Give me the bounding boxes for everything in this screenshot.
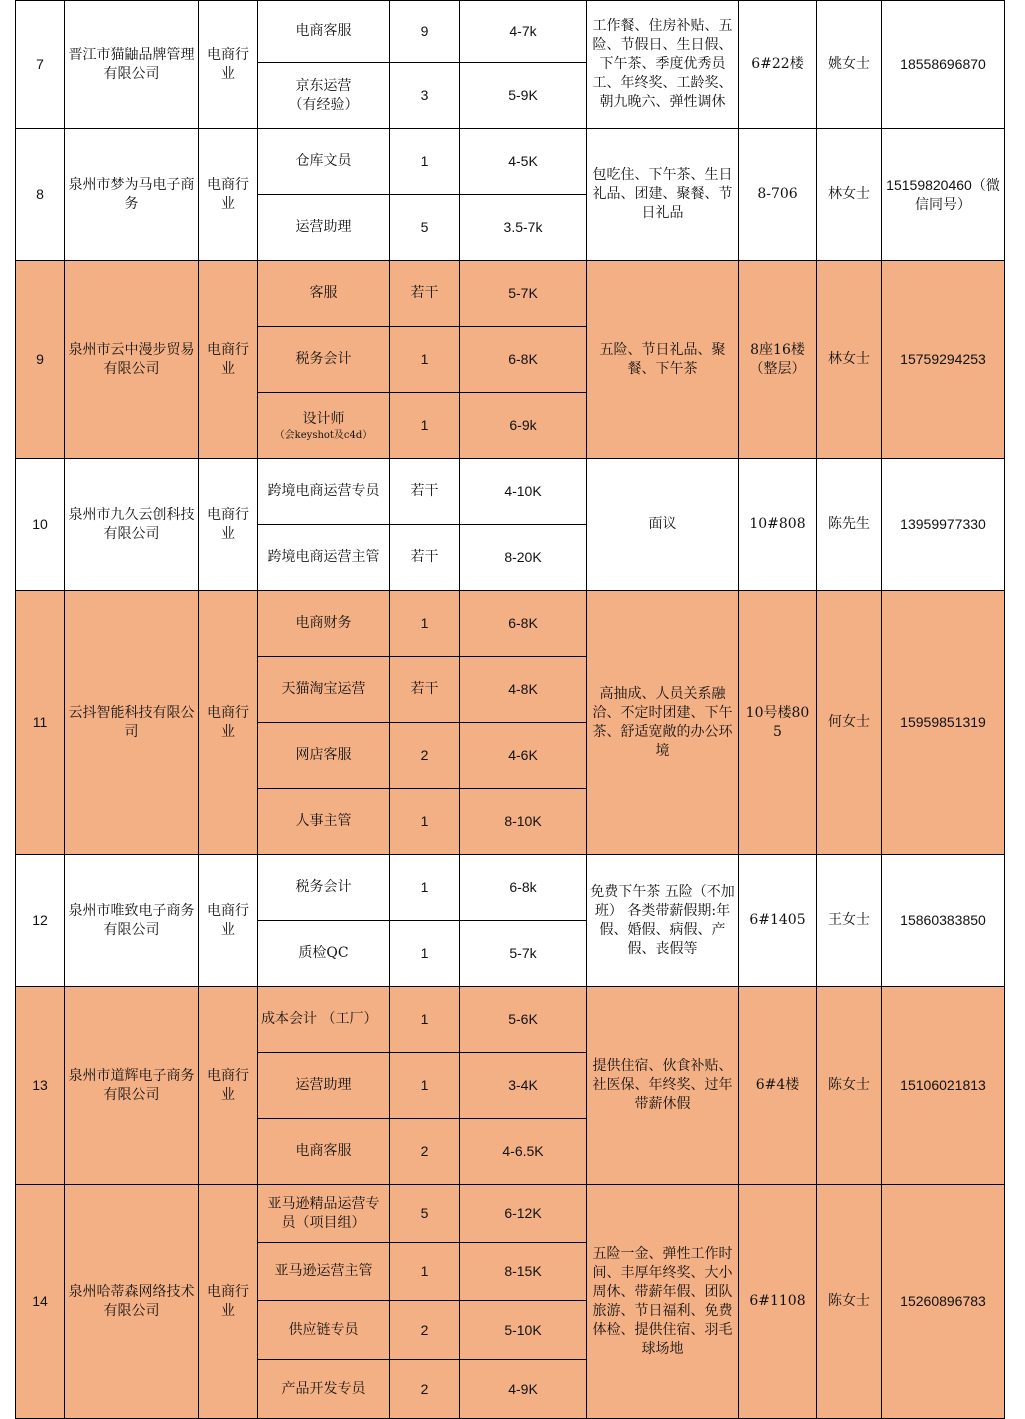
- row-number: 8: [16, 129, 65, 261]
- job-title: 网店客服: [258, 723, 390, 789]
- job-title: 天猫淘宝运营: [258, 657, 390, 723]
- job-salary: 5-7k: [460, 921, 587, 987]
- address: 6#22楼: [739, 1, 817, 129]
- job-count: 1: [390, 591, 460, 657]
- row-number: 11: [16, 591, 65, 855]
- job-salary: 3.5-7k: [460, 195, 587, 261]
- job-count: 1: [390, 855, 460, 921]
- benefits: 五险一金、弹性工作时间、丰厚年终奖、大小周休、带薪年假、团队旅游、节日福利、免费体检、提供住宿、羽毛球场地: [587, 1185, 739, 1419]
- benefits: 包吃住、下午茶、生日礼品、团建、聚餐、节日礼品: [587, 129, 739, 261]
- contact-person: 何女士: [817, 591, 882, 855]
- row-number: 12: [16, 855, 65, 987]
- job-count: 9: [390, 1, 460, 63]
- job-title: 运营助理: [258, 1053, 390, 1119]
- job-title: 运营助理: [258, 195, 390, 261]
- address: 6#1405: [739, 855, 817, 987]
- contact-person: 王女士: [817, 855, 882, 987]
- job-note: （会keyshot及c4d）: [274, 429, 373, 441]
- row-number: 13: [16, 987, 65, 1185]
- industry-cell: 电商行业: [199, 591, 258, 855]
- job-salary: 8-20K: [460, 525, 587, 591]
- row-number: 14: [16, 1185, 65, 1419]
- contact-person: 姚女士: [817, 1, 882, 129]
- benefits: 提供住宿、伙食补贴、社医保、年终奖、过年带薪休假: [587, 987, 739, 1185]
- job-count: 3: [390, 63, 460, 129]
- benefits: 免费下午茶 五险（不加班） 各类带薪假期:年假、婚假、病假、产假、丧假等: [587, 855, 739, 987]
- job-count: 5: [390, 1185, 460, 1243]
- contact-person: 林女士: [817, 129, 882, 261]
- job-salary: 6-8K: [460, 327, 587, 393]
- job-title: 仓库文员: [258, 129, 390, 195]
- job-count: 1: [390, 129, 460, 195]
- job-count: 5: [390, 195, 460, 261]
- company-name: 泉州市道辉电子商务有限公司: [65, 987, 199, 1185]
- job-title-cell: [258, 393, 390, 459]
- industry-cell: 电商行业: [199, 459, 258, 591]
- company-name: 泉州市云中漫步贸易有限公司: [65, 261, 199, 459]
- job-salary: 6-8k: [460, 855, 587, 921]
- job-salary: 6-8K: [460, 591, 587, 657]
- company-name: 云抖智能科技有限公司: [65, 591, 199, 855]
- contact-person: 林女士: [817, 261, 882, 459]
- job-title: 质检QC: [258, 921, 390, 987]
- job-count: 1: [390, 1053, 460, 1119]
- industry-cell: 电商行业: [199, 1185, 258, 1419]
- phone-number: 18558696870: [882, 1, 1005, 129]
- job-salary: 4-6.5K: [460, 1119, 587, 1185]
- company-name: 泉州市九久云创科技有限公司: [65, 459, 199, 591]
- job-listing-table: [15, 0, 1005, 1419]
- row-number: 10: [16, 459, 65, 591]
- job-title: 电商客服: [258, 1, 390, 63]
- job-title: 产品开发专员: [258, 1360, 390, 1419]
- industry-cell: 电商行业: [199, 855, 258, 987]
- job-count: 若干: [390, 525, 460, 591]
- company-name: 泉州哈蒂森网络技术有限公司: [65, 1185, 199, 1419]
- benefits: 面议: [587, 459, 739, 591]
- job-count: 1: [390, 393, 460, 459]
- job-title: 客服: [258, 261, 390, 327]
- job-title: 供应链专员: [258, 1301, 390, 1360]
- company-name: 晋江市猫鼬品牌管理有限公司: [65, 1, 199, 129]
- address: 8座16楼（整层）: [739, 261, 817, 459]
- job-title: 设计师: [302, 410, 345, 427]
- job-count: 若干: [390, 657, 460, 723]
- benefits: 五险、节日礼品、聚餐、下午茶: [587, 261, 739, 459]
- industry-cell: 电商行业: [199, 129, 258, 261]
- job-salary: 4-7k: [460, 1, 587, 63]
- job-title: 税务会计: [258, 855, 390, 921]
- job-salary: 5-6K: [460, 987, 587, 1053]
- job-salary: 4-6K: [460, 723, 587, 789]
- company-name: 泉州市唯致电子商务有限公司: [65, 855, 199, 987]
- contact-person: 陈先生: [817, 459, 882, 591]
- job-title: 电商客服: [258, 1119, 390, 1185]
- job-count: 若干: [390, 261, 460, 327]
- address: 8-706: [739, 129, 817, 261]
- job-salary: 4-8K: [460, 657, 587, 723]
- job-count: 1: [390, 789, 460, 855]
- job-title: 电商财务: [258, 591, 390, 657]
- job-salary: 4-9K: [460, 1360, 587, 1419]
- job-title: 成本会计 （工厂）: [258, 987, 390, 1053]
- job-salary: 8-15K: [460, 1243, 587, 1301]
- phone-number: 15106021813: [882, 987, 1005, 1185]
- benefits: 工作餐、住房补贴、五险、节假日、生日假、下午茶、季度优秀员工、年终奖、工龄奖、朝九晚六、弹性调休: [587, 1, 739, 129]
- job-salary: 5-10K: [460, 1301, 587, 1360]
- industry-cell: 电商行业: [199, 1, 258, 129]
- job-count: 1: [390, 1243, 460, 1301]
- job-note: （有经验）: [288, 96, 359, 113]
- address: 6#1108: [739, 1185, 817, 1419]
- job-title-cell: [258, 63, 390, 129]
- job-salary: 8-10K: [460, 789, 587, 855]
- contact-person: 陈女士: [817, 987, 882, 1185]
- job-count: 2: [390, 1119, 460, 1185]
- job-title: 亚马逊精品运营专员（项目组）: [258, 1185, 390, 1243]
- job-salary: 5-9K: [460, 63, 587, 129]
- company-name: 泉州市梦为马电子商务: [65, 129, 199, 261]
- address: 10号楼805: [739, 591, 817, 855]
- job-title: 税务会计: [258, 327, 390, 393]
- job-count: 2: [390, 1301, 460, 1360]
- job-title: 跨境电商运营专员: [258, 459, 390, 525]
- job-salary: 4-10K: [460, 459, 587, 525]
- job-salary: 4-5K: [460, 129, 587, 195]
- address: 6#4楼: [739, 987, 817, 1185]
- job-salary: 6-9k: [460, 393, 587, 459]
- phone-number: 15860383850: [882, 855, 1005, 987]
- benefits: 高抽成、人员关系融洽、不定时团建、下午茶、舒适宽敞的办公环境: [587, 591, 739, 855]
- job-count: 2: [390, 1360, 460, 1419]
- phone-number: 15959851319: [882, 591, 1005, 855]
- phone-number: 15759294253: [882, 261, 1005, 459]
- job-salary: 6-12K: [460, 1185, 587, 1243]
- industry-cell: 电商行业: [199, 261, 258, 459]
- industry-cell: 电商行业: [199, 987, 258, 1185]
- job-count: 1: [390, 987, 460, 1053]
- job-title: 人事主管: [258, 789, 390, 855]
- row-number: 9: [16, 261, 65, 459]
- job-salary: 5-7K: [460, 261, 587, 327]
- phone-number: 15260896783: [882, 1185, 1005, 1419]
- job-salary: 3-4K: [460, 1053, 587, 1119]
- job-count: 1: [390, 327, 460, 393]
- contact-person: 陈女士: [817, 1185, 882, 1419]
- row-number: 7: [16, 1, 65, 129]
- job-title: 亚马逊运营主管: [258, 1243, 390, 1301]
- job-title: 京东运营: [295, 77, 352, 94]
- phone-number: 15159820460（微信同号）: [882, 129, 1005, 261]
- job-count: 2: [390, 723, 460, 789]
- phone-number: 13959977330: [882, 459, 1005, 591]
- job-count: 若干: [390, 459, 460, 525]
- address: 10#808: [739, 459, 817, 591]
- job-title: 跨境电商运营主管: [258, 525, 390, 591]
- job-count: 1: [390, 921, 460, 987]
